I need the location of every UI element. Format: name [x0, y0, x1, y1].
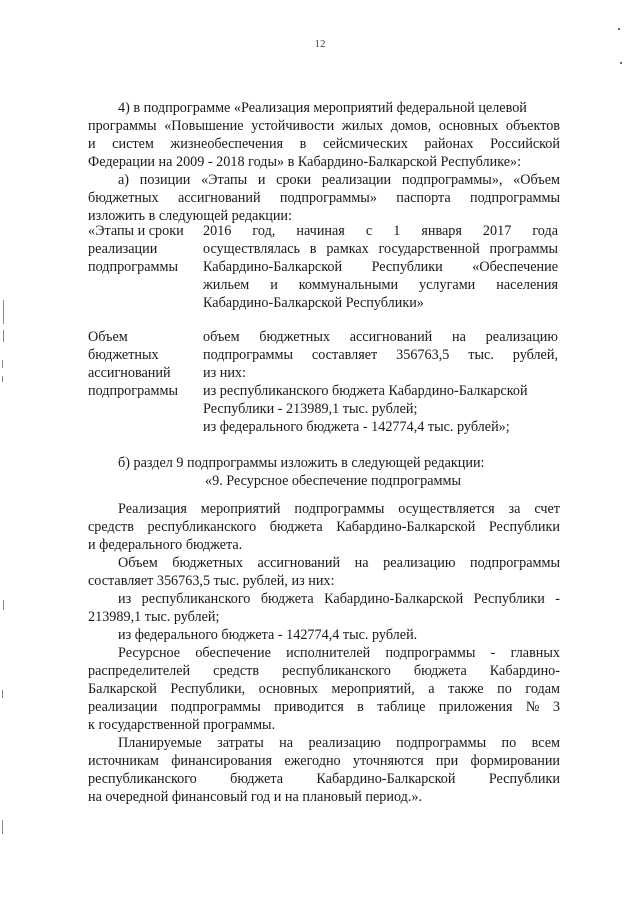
body-line: реализации подпрограммы приводится в таблице приложения № 3 — [88, 699, 560, 715]
table-left-cell: ассигнований — [88, 365, 171, 381]
scan-dot — [618, 28, 620, 30]
table-left-cell: реализации — [88, 241, 158, 257]
table-right-cell: Кабардино-Балкарской Республики» — [203, 295, 424, 311]
section-heading: «9. Ресурсное обеспечение подпрограммы — [205, 473, 461, 489]
scan-mark — [3, 600, 4, 610]
page-number: 12 — [314, 38, 326, 50]
paragraph-line: и систем жизнеобеспечения в сейсмических районах Российской — [88, 136, 560, 152]
section-instruction: б) раздел 9 подпрограммы изложить в следующей редакции: — [118, 455, 485, 471]
body-line: распределителей средств республиканского бюджета Кабардино- — [88, 663, 560, 679]
paragraph-line: а) позиции «Этапы и сроки реализации подпрограммы», «Объем — [118, 172, 560, 188]
body-line: Реализация мероприятий подпрограммы осуществляется за счет — [118, 501, 560, 517]
paragraph-line: 4) в подпрограмме «Реализация мероприятий федеральной целевой — [118, 100, 527, 116]
body-line: Планируемые затраты на реализацию подпрограммы по всем — [118, 735, 560, 751]
table-left-cell: Объем — [88, 329, 128, 345]
scan-mark — [2, 820, 3, 834]
table-right-cell: осуществлялась в рамках государственной программы — [203, 241, 558, 257]
table-left-cell: «Этапы и сроки — [88, 223, 184, 239]
body-line: источникам финансирования ежегодно уточняются при формировании — [88, 753, 560, 769]
scan-dot — [620, 62, 622, 64]
paragraph-line: изложить в следующей редакции: — [88, 208, 292, 224]
table-right-cell: 2016 год, начиная с 1 января 2017 года — [203, 223, 558, 239]
table-right-cell: из них: — [203, 365, 246, 381]
body-line: из федерального бюджета - 142774,4 тыс. рублей. — [118, 627, 418, 643]
scan-mark — [2, 360, 3, 368]
table-right-cell: из федерального бюджета - 142774,4 тыс. рублей»; — [203, 419, 510, 435]
body-line: Ресурсное обеспечение исполнителей подпрограммы - главных — [118, 645, 560, 661]
table-right-cell: Республики - 213989,1 тыс. рублей; — [203, 401, 418, 417]
table-right-cell: Кабардино-Балкарской Республики «Обеспечение — [203, 259, 558, 275]
table-right-cell: из республиканского бюджета Кабардино-Балкарской — [203, 383, 528, 399]
body-line: и федерального бюджета. — [88, 537, 243, 553]
body-line: из республиканского бюджета Кабардино-Балкарской Республики - — [118, 591, 560, 607]
scan-mark — [3, 330, 4, 342]
paragraph-line: программы «Повышение устойчивости жилых домов, основных объектов — [88, 118, 560, 134]
scan-mark — [2, 376, 3, 382]
paragraph-line: Федерации на 2009 - 2018 годы» в Кабардино-Балкарской Республике»: — [88, 154, 522, 170]
body-line: на очередной финансовый год и на плановый период.». — [88, 789, 423, 805]
table-left-cell: подпрограммы — [88, 383, 178, 399]
table-right-cell: подпрограммы составляет 356763,5 тыс. рублей, — [203, 347, 558, 363]
body-line: республиканского бюджета Кабардино-Балкарской Республики — [88, 771, 560, 787]
body-line: к государственной программы. — [88, 717, 276, 733]
body-line: 213989,1 тыс. рублей; — [88, 609, 220, 625]
table-left-cell: подпрограммы — [88, 259, 178, 275]
body-line: Объем бюджетных ассигнований на реализацию подпрограммы — [118, 555, 560, 571]
table-right-cell: жильем и коммунальными услугами населения — [203, 277, 558, 293]
scan-mark — [2, 690, 3, 698]
scan-mark — [3, 300, 4, 324]
body-line: средств республиканского бюджета Кабардино-Балкарской Республики — [88, 519, 560, 535]
table-right-cell: объем бюджетных ассигнований на реализацию — [203, 329, 558, 345]
body-line: составляет 356763,5 тыс. рублей, из них: — [88, 573, 335, 589]
paragraph-line: бюджетных ассигнований подпрограммы» паспорта подпрограммы — [88, 190, 560, 206]
body-line: Балкарской Республики, основных мероприятий, а также по годам — [88, 681, 560, 697]
table-left-cell: бюджетных — [88, 347, 159, 363]
